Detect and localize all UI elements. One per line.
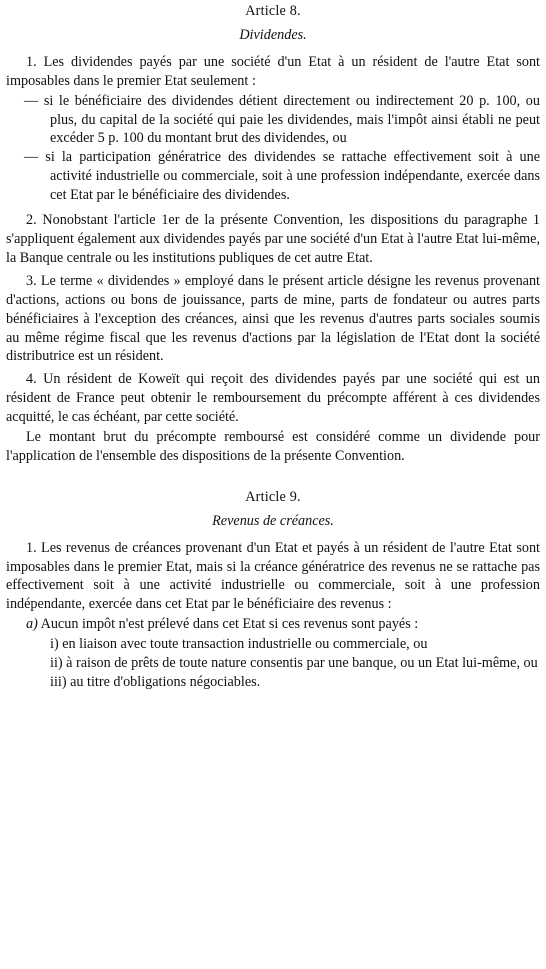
article-9-title: Article 9. [245,488,301,505]
article-8-subtitle: Dividendes. [239,26,307,43]
article-8-section [6,2,540,466]
article-8-paragraph-5: Le montant brut du précompte remboursé est considéré comme un dividende pour l'application de l'ensemble des dispositions de la présente Convention. [6,429,540,464]
article-9-paragraph-1: 1. Les revenus de créances provenant d'un Etat et payés à un résident de l'autre Etat sont imposables dans le premier Etat, mais si la créance génératrice des revenus ne se rattache pas effectivement soit à une activité industrielle ou commerciale, soit à une profession indépendante, exercée dans cet Etat par le bénéficiaire des revenus : [6,539,540,613]
article-9-item-a [6,615,540,634]
article-9-subitem-i: i) en liaison avec toute transaction industrielle ou commerciale, ou [50,636,428,653]
article-8-dash-item-2: — si la participation génératrice des dividendes se rattache effectivement soit à une activité industrielle ou commerciale, soit à une profession indépendante, exercée dans cet Etat par le bénéficiaire des dividendes. [24,149,540,204]
article-9-subtitle: Revenus de créances. [212,512,334,529]
article-8-paragraph-1: 1. Les dividendes payés par une société d'un Etat à un résident de l'autre Etat sont imposables dans le premier Etat seulement : [6,53,540,89]
article-8-title: Article 8. [245,3,301,19]
article-8-paragraph-2: 2. Nonobstant l'article 1er de la présente Convention, les dispositions du paragraphe 1 s'appliquent également aux dividendes payés par une société d'un Etat à l'autre Etat lui-même, la Banque centrale ou les institutions publiques de cet autre Etat. [6,212,540,266]
article-9-item-a-text: Aucun impôt n'est prélevé dans cet Etat si ces revenus sont payés : [37,616,419,633]
article-9-subitem-ii: ii) à raison de prêts de toute nature consentis par une banque, ou un Etat lui-même, ou [50,655,538,672]
article-8-paragraph-4: 4. Un résident de Koweït qui reçoit des dividendes payés par une société qui est un résident de France peut obtenir le remboursement du précompte afférent à ces dividendes acquitté, le cas échéant, par cette société. [6,371,540,426]
article-9-subitem-iii: iii) au titre d'obligations négociables. [50,674,261,690]
article-8-dash-item-1: — si le bénéficiaire des dividendes détient directement ou indirectement 20 p. 100, ou plus, du capital de la société qui paie les dividendes, mais l'impôt ainsi établi ne peut excéder 5 p. 100 du montant brut des dividendes, ou [24,92,540,147]
document-page [6,2,540,692]
article-9-item-a-label: a) [26,616,38,633]
article-9-section [6,488,540,692]
section-gap [6,470,540,488]
article-8-paragraph-3: 3. Le terme « dividendes » employé dans le présent article désigne les revenus provenant d'actions, actions ou bons de jouissance, parts de mine, parts de fondateur ou autres parts bénéficiaires à l'exception des créances, ainsi que les revenus d'autres parts sociales soumis au même régime fiscal que les revenus d'actions par la législation de l'Etat dont la société distributrice est un résident. [6,272,540,365]
